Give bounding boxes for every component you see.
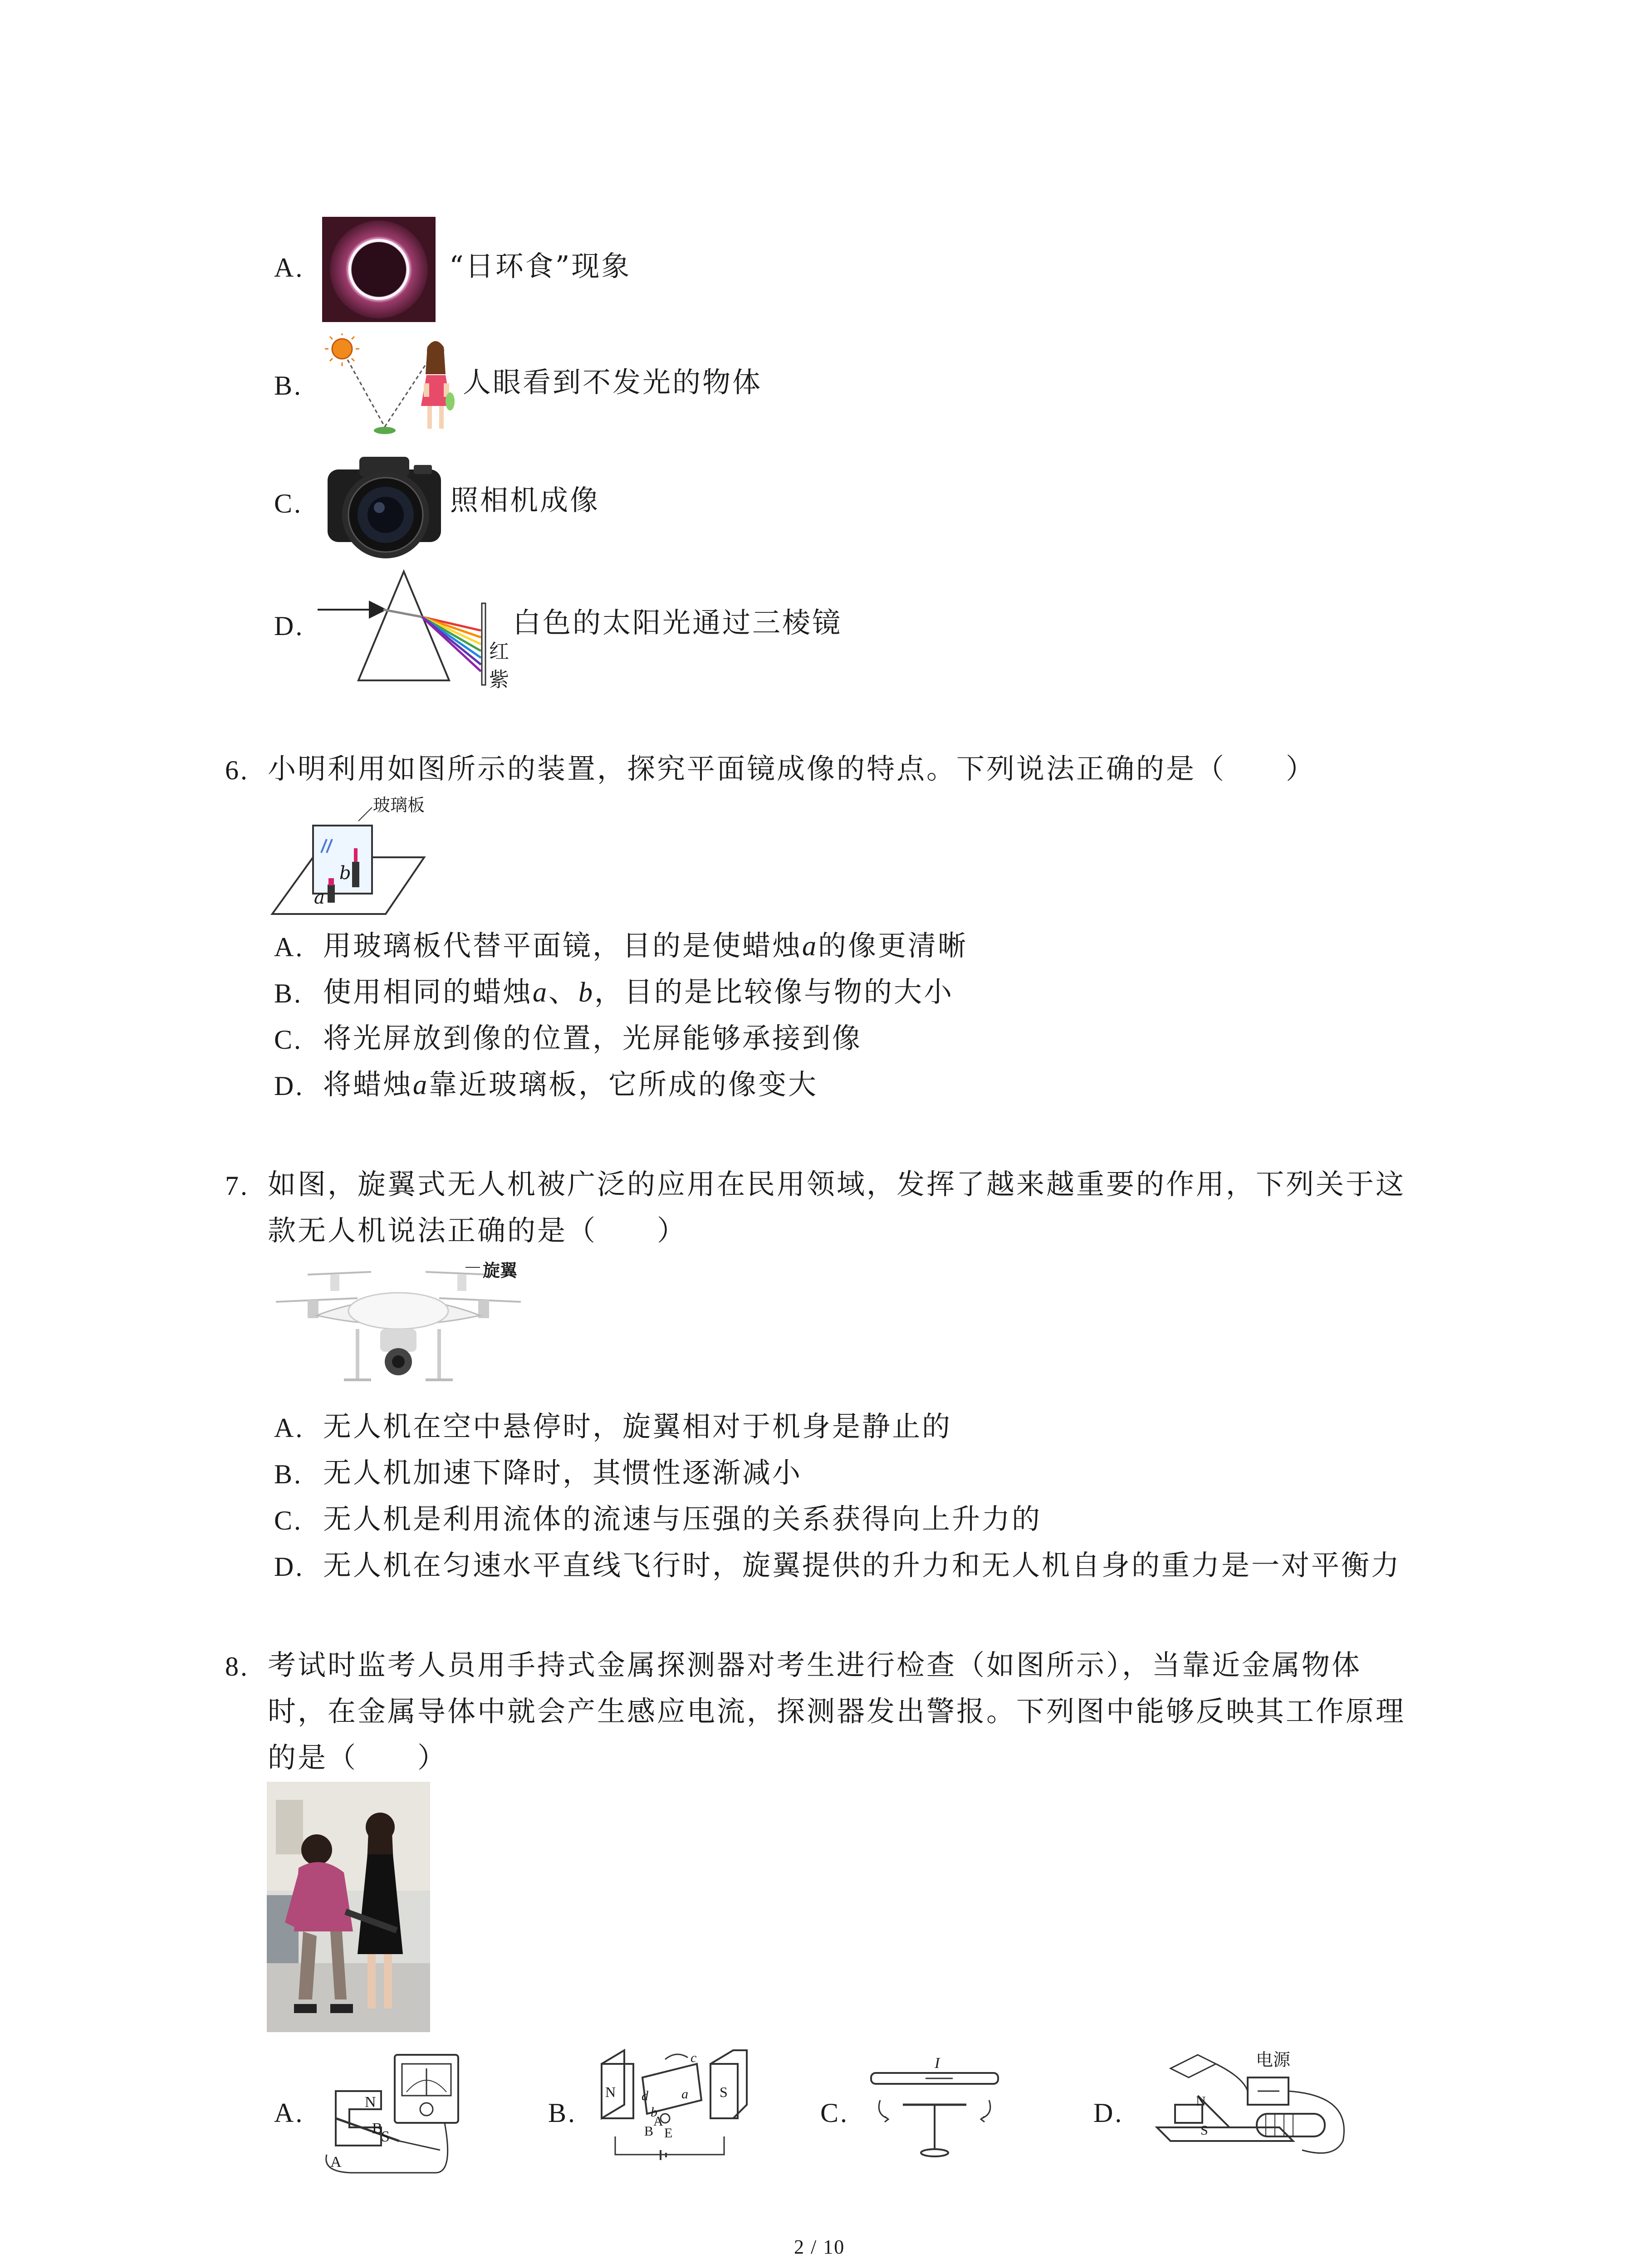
plane-mirror-apparatus-diagram bbox=[268, 794, 431, 921]
pole-s: S bbox=[720, 2084, 728, 2100]
question-stem-line-3: 的是（ ） bbox=[268, 1741, 448, 1774]
coil-c: c bbox=[691, 2050, 697, 2065]
coil-b: b bbox=[651, 2105, 657, 2120]
option-label: B. bbox=[548, 2098, 577, 2128]
rotor-label: 旋翼 bbox=[483, 1261, 518, 1281]
option-label: A. bbox=[274, 2098, 304, 2128]
option-label: D. bbox=[274, 1552, 304, 1582]
option-text: 无人机是利用流体的流速与压强的关系获得向上升力的 bbox=[323, 1502, 1042, 1535]
pole-n: N bbox=[605, 2084, 616, 2100]
brush-e: E bbox=[664, 2126, 673, 2141]
option-label: D. bbox=[1093, 2098, 1124, 2128]
prism-violet-label: 紫 bbox=[489, 668, 509, 691]
question-number: 7. bbox=[225, 1171, 249, 1201]
option-text-part: 、 bbox=[549, 975, 579, 1008]
option-label: C. bbox=[820, 2098, 849, 2128]
option-text-part: 靠近玻璃板，它所成的像变大 bbox=[429, 1068, 818, 1101]
brush-b: B bbox=[644, 2124, 654, 2139]
option-label: D. bbox=[274, 611, 304, 641]
option-text-part: ，目的是比较像与物的大小 bbox=[594, 975, 954, 1008]
option-label: B. bbox=[274, 978, 303, 1008]
option-text-part: 的像更清晰 bbox=[818, 929, 968, 962]
option-label: C. bbox=[274, 1025, 303, 1055]
galvanometer-induction-diagram bbox=[318, 2050, 467, 2177]
brush-a: A bbox=[653, 2114, 663, 2129]
option-text: 无人机加速下降时，其惯性逐渐减小 bbox=[323, 1456, 803, 1489]
option-text bbox=[323, 1070, 818, 1099]
option-text: 将光屏放到像的位置，光屏能够承接到像 bbox=[323, 1022, 862, 1055]
question-number: 6. bbox=[225, 755, 249, 785]
pole-n: N bbox=[1196, 2094, 1206, 2109]
question-stem-line-1: 考试时监考人员用手持式金属探测器对考生进行检查（如图所示），当靠近金属物体 bbox=[268, 1648, 1362, 1681]
page-number: 2 / 10 bbox=[794, 2236, 845, 2258]
option-text: 照相机成像 bbox=[450, 484, 600, 517]
point-a: A bbox=[330, 2154, 342, 2170]
option-label: A. bbox=[274, 253, 304, 283]
option-label: D. bbox=[274, 1071, 304, 1101]
option-label: A. bbox=[274, 1413, 304, 1443]
option-label: B. bbox=[274, 1459, 303, 1489]
option-text bbox=[323, 975, 954, 1008]
option-label: A. bbox=[274, 932, 304, 962]
option-label: C. bbox=[274, 1505, 303, 1535]
oersted-experiment-diagram bbox=[867, 2055, 1003, 2164]
annular-eclipse-image bbox=[322, 217, 436, 322]
drone-image bbox=[267, 1256, 530, 1393]
coil-a: a bbox=[681, 2087, 688, 2102]
electromagnetic-relay-diagram bbox=[1143, 2032, 1352, 2168]
option-text-part: 使用相同的蜡烛 bbox=[323, 975, 533, 1008]
option-text: “日环食”现象 bbox=[449, 249, 632, 283]
option-text: 人眼看到不发光的物体 bbox=[463, 366, 763, 399]
option-text: 无人机在空中悬停时，旋翼相对于机身是静止的 bbox=[323, 1410, 952, 1443]
question-number: 8. bbox=[225, 1652, 249, 1681]
option-text bbox=[323, 929, 968, 962]
camera-image bbox=[323, 451, 446, 565]
option-text: 白色的太阳光通过三棱镜 bbox=[513, 606, 843, 639]
question-stem-line-2: 时，在金属导体中就会产生感应电流，探测器发出警报。下列图中能够反映其工作原理 bbox=[268, 1695, 1406, 1728]
candle-a-label: a bbox=[314, 887, 325, 908]
option-text: 无人机在匀速水平直线飞行时，旋翼提供的升力和无人机自身的重力是一对平衡力 bbox=[323, 1549, 1401, 1582]
glass-plate-label: 玻璃板 bbox=[373, 795, 425, 815]
option-label: C. bbox=[274, 489, 303, 518]
prism-dispersion-diagram bbox=[313, 567, 513, 689]
variable-b: b bbox=[578, 977, 595, 1008]
variable-a: a bbox=[413, 1070, 429, 1100]
question-stem-line-2: 款无人机说法正确的是（ ） bbox=[268, 1214, 687, 1247]
candle-b-label: b bbox=[339, 863, 351, 884]
variable-a: a bbox=[802, 931, 818, 962]
current-i: I bbox=[935, 2055, 940, 2072]
pole-s: S bbox=[381, 2128, 390, 2145]
power-supply-label: 电源 bbox=[1256, 2050, 1291, 2070]
point-b: B bbox=[372, 2120, 382, 2137]
question-stem-line-1: 如图，旋翼式无人机被广泛的应用在民用领域，发挥了越来越重要的作用，下列关于这 bbox=[268, 1168, 1406, 1201]
option-text-part: 用玻璃板代替平面镜，目的是使蜡烛 bbox=[323, 929, 803, 962]
question-stem: 小明利用如图所示的装置，探究平面镜成像的特点。下列说法正确的是（ ） bbox=[268, 752, 1316, 785]
pole-n: N bbox=[365, 2094, 376, 2111]
variable-a: a bbox=[533, 977, 549, 1008]
prism-red-label: 红 bbox=[489, 640, 509, 663]
option-label: B. bbox=[274, 371, 303, 401]
sun-reflection-girl-image bbox=[320, 333, 461, 442]
coil-d: d bbox=[642, 2088, 648, 2103]
metal-detector-photo bbox=[267, 1782, 430, 2032]
motor-coil-diagram bbox=[597, 2046, 751, 2164]
option-text-part: 将蜡烛 bbox=[323, 1068, 413, 1101]
pole-s: S bbox=[1200, 2123, 1208, 2138]
